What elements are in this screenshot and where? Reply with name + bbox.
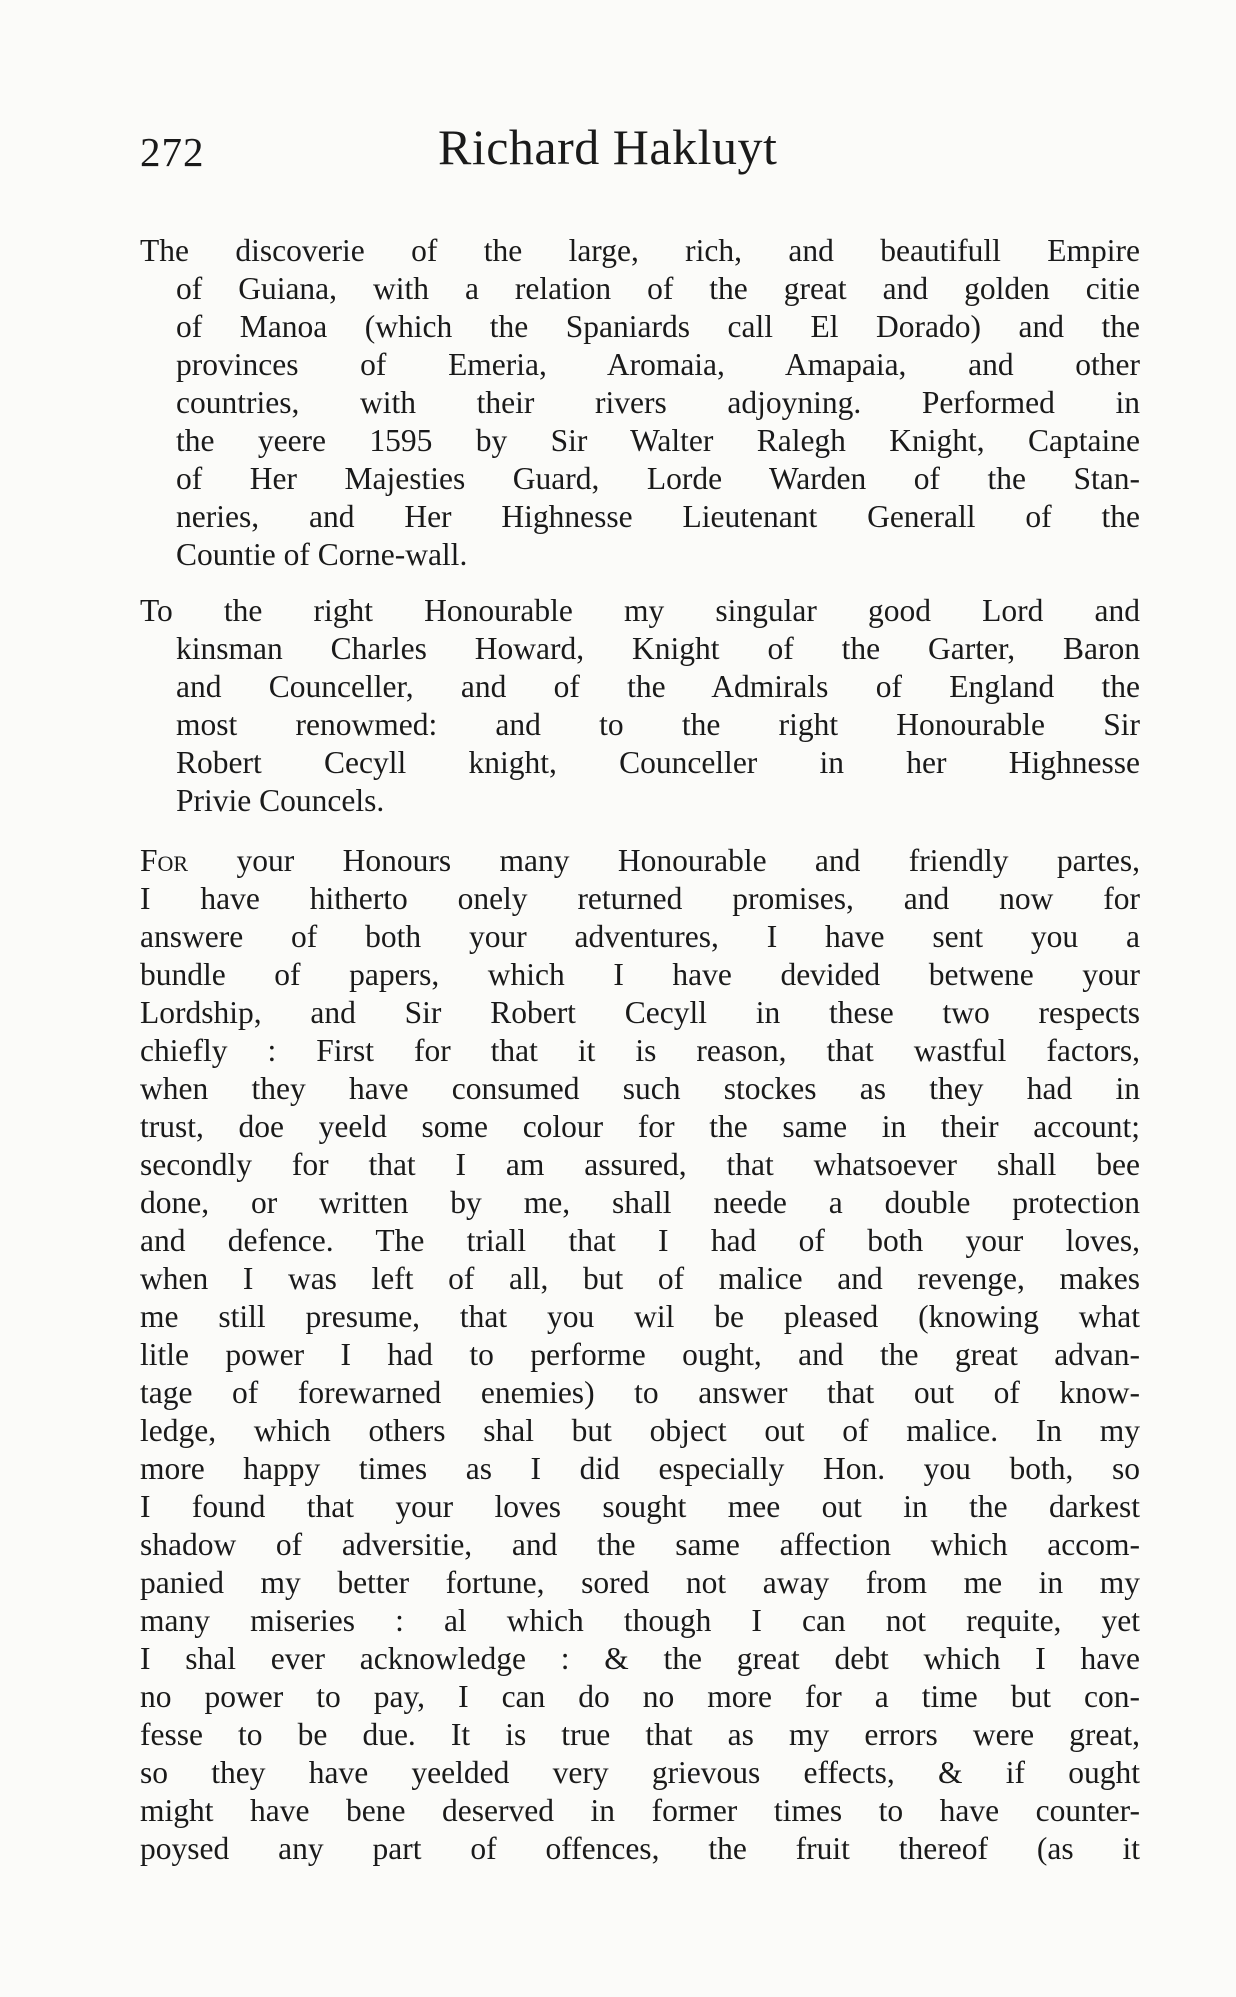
title-line: countries, with their rivers adjoyning. Performed in <box>176 385 1140 420</box>
body-line: and defence. The triall that I had of both your loves, <box>140 1223 1140 1258</box>
body-line: chiefly : First for that it is reason, that wastful factors, <box>140 1033 1140 1068</box>
body-line: fesse to be due. It is true that as my errors were great, <box>140 1717 1140 1752</box>
title-line: of Manoa (which the Spaniards call El Dorado) and the <box>176 309 1140 344</box>
body-line: bundle of papers, which I have devided betwene your <box>140 957 1140 992</box>
body-line: I shal ever acknowledge : & the great debt which I have <box>140 1641 1140 1676</box>
title-line: The discoverie of the large, rich, and beautifull Empire <box>140 233 1140 268</box>
dedication-line: Robert Cecyll knight, Counceller in her Highnesse <box>176 745 1140 780</box>
letter-body <box>140 842 1140 1868</box>
running-head <box>140 118 1110 188</box>
title-line: of Her Majesties Guard, Lorde Warden of the Stan- <box>176 461 1140 496</box>
title-paragraph <box>140 232 1140 574</box>
body-line: answere of both your adventures, I have sent you a <box>140 919 1140 954</box>
body-line: when I was left of all, but of malice and revenge, makes <box>140 1261 1140 1296</box>
page-number: 272 <box>140 129 205 175</box>
body-line: trust, doe yeeld some colour for the same in their account; <box>140 1109 1140 1144</box>
title-line: provinces of Emeria, Aromaia, Amapaia, and other <box>176 347 1140 382</box>
dedication-line: kinsman Charles Howard, Knight of the Garter, Baron <box>176 631 1140 666</box>
body-line: panied my better fortune, sored not away from me in my <box>140 1565 1140 1600</box>
body-line: Lordship, and Sir Robert Cecyll in these two respects <box>140 995 1140 1030</box>
first-line-text: your Honours many Honourable and friendly partes, <box>188 843 1140 878</box>
body-line: so they have yeelded very grievous effects, & if ought <box>140 1755 1140 1790</box>
body-line: I found that your loves sought mee out in the darkest <box>140 1489 1140 1524</box>
dedication-line: To the right Honourable my singular good Lord and <box>140 593 1140 628</box>
body-line: might have bene deserved in former times to have counter- <box>140 1793 1140 1828</box>
dedication-line: most renowmed: and to the right Honourable Sir <box>176 707 1140 742</box>
body-line: I have hitherto onely returned promises, and now for <box>140 881 1140 916</box>
body-line: secondly for that I am assured, that whatsoever shall bee <box>140 1147 1140 1182</box>
opening-word: For <box>140 843 189 878</box>
title-line: of Guiana, with a relation of the great and golden citie <box>176 271 1140 306</box>
body-line: many miseries : al which though I can not requite, yet <box>140 1603 1140 1638</box>
page-title: Richard Hakluyt <box>438 119 778 175</box>
dedication-line: Privie Councels. <box>176 783 385 818</box>
title-line: Countie of Corne-wall. <box>176 537 468 572</box>
title-line: neries, and Her Highnesse Lieutenant Generall of the <box>176 499 1140 534</box>
body-line: shadow of adversitie, and the same affection which accom- <box>140 1527 1140 1562</box>
title-line: the yeere 1595 by Sir Walter Ralegh Knight, Captaine <box>176 423 1140 458</box>
body-line: poysed any part of offences, the fruit thereof (as it <box>140 1831 1140 1866</box>
body-line: litle power I had to performe ought, and the great advan- <box>140 1337 1140 1372</box>
dedication-line: and Counceller, and of the Admirals of England the <box>176 669 1140 704</box>
body-line: done, or written by me, shall neede a double protection <box>140 1185 1140 1220</box>
body-line: ledge, which others shal but object out of malice. In my <box>140 1413 1140 1448</box>
dedication-paragraph <box>140 592 1140 820</box>
body-line: when they have consumed such stockes as they had in <box>140 1071 1140 1106</box>
body-first-line <box>140 842 1140 880</box>
body-line: no power to pay, I can do no more for a time but con- <box>140 1679 1140 1714</box>
body-line: tage of forewarned enemies) to answer that out of know- <box>140 1375 1140 1410</box>
body-line: me still presume, that you wil be pleased (knowing what <box>140 1299 1140 1334</box>
body-line: more happy times as I did especially Hon. you both, so <box>140 1451 1140 1486</box>
